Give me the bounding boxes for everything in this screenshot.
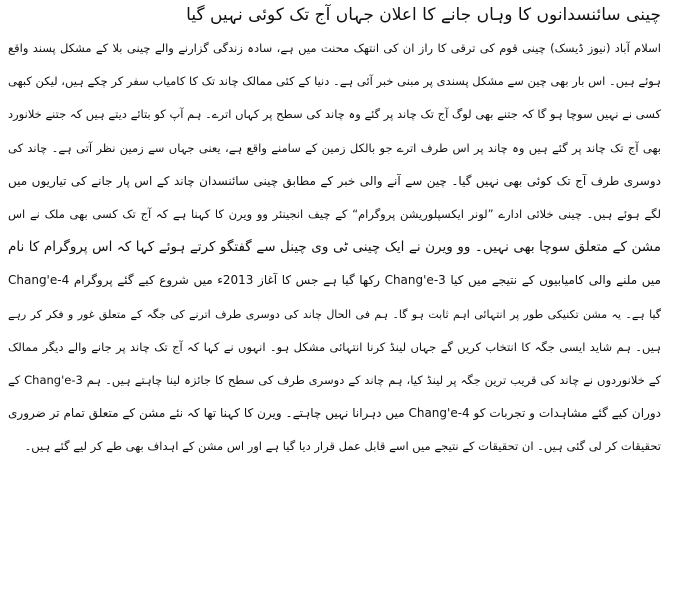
article-line: بھی آج تک چاند پر گئے ہیں وہ چاند پر اس طرف اترے جو بالکل زمین کے سامنے واقع ہے، یعنی جہاں سے زمین نظر آتی ہے۔ چاند کی	[8, 140, 661, 155]
article-line: ہوئے ہیں۔ اس بار بھی چین سے مشکل پسندی پر مبنی خبر آئی ہے۔ دنیا کے کئی ممالک چاند تک کا کامیاب سفر کر چکے ہیں، لیکن کبھی	[8, 74, 661, 89]
headline: چینی سائنسدانوں کا وہاں جانے کا اعلان جہاں آج تک کوئی نہیں گیا	[186, 5, 661, 25]
article-line: کسی نے نہیں سوچا ہو گا کہ جتنے بھی لوگ آج تک چاند پر گئے وہ چاند کی سطح پر کہاں اترے۔ ہم آپ کو بتائے دیتے ہیں کہ جتنے خلانورد	[8, 107, 661, 122]
article-line: تحقیقات کر لی گئی ہیں۔ ان تحقیقات کے نتیجے میں اسے قابل عمل قرار دیا گیا ہے اور اس مشن کے اہداف بھی طے کر لیے گئے ہیں۔	[24, 439, 661, 454]
article-line: دوسری طرف آج تک کوئی بھی نہیں گیا۔ چین سے آنے والی خبر کے مطابق چینی سائنسدان چاند کے اس پار جانے کی تیاریوں میں	[8, 173, 661, 188]
article-body	[8, 32, 661, 463]
article-line: مشن کے متعلق سوچا بھی نہیں۔ وو ویرن نے ایک چینی ٹی وی چینل سے گفتگو کرتے ہوئے کہا کہ اس پروگرام کا نام	[8, 239, 661, 256]
article-line: Chang'e-4 رکھا گیا ہے جس کا آغاز 2013ء میں شروع کیے گئے پروگرام Chang'e-3 میں ملنے والی کامیابیوں کے نتیجے میں کیا	[8, 273, 661, 288]
article-line: اسلام آباد (نیوز ڈیسک) چینی قوم کی ترقی کا راز ان کی انتھک محنت میں ہے، سادہ زندگی گزارنے والے چینی بلا کے مشکل پسند واقع	[8, 41, 661, 55]
article-line: گیا ہے۔ یہ مشن تکنیکی طور پر انتہائی اہم ثابت ہو گا۔ ہم فی الحال چاند کی دوسری طرف اترنے کی جگہ کے متعلق غور و فکر کر رہے	[8, 307, 661, 321]
article-line: لگے ہوئے ہیں۔ چینی خلائی ادارے ”لونر ایکسپلوریشن پروگرام“ کے چیف انجینئر وو ویرن کا کہنا ہے کہ آج تک کسی بھی ملک نے اس	[8, 206, 661, 221]
article-line: دوران کیے گئے مشاہدات و تجربات کو Chang'e-4 میں دہرانا نہیں چاہتے۔ ویرن کا کہنا تھا کہ نئے مشن کے متعلق تمام تر ضروری	[8, 406, 661, 421]
article-line: کے خلانوردوں نے چاند کی قریب ترین جگہ پر لینڈ کیا، ہم چاند کے دوسری طرف کی سطح کا جائزہ لینا چاہتے ہیں۔ ہم Chang'e-3 کے	[8, 372, 661, 387]
article-line: ہیں۔ ہم شاید ایسی جگہ کا انتخاب کریں گے جہاں لینڈ کرنا انتہائی مشکل ہو۔ انہوں نے کہا کہ آج تک چاند پر جانے والے دیگر ممالک	[8, 339, 661, 354]
